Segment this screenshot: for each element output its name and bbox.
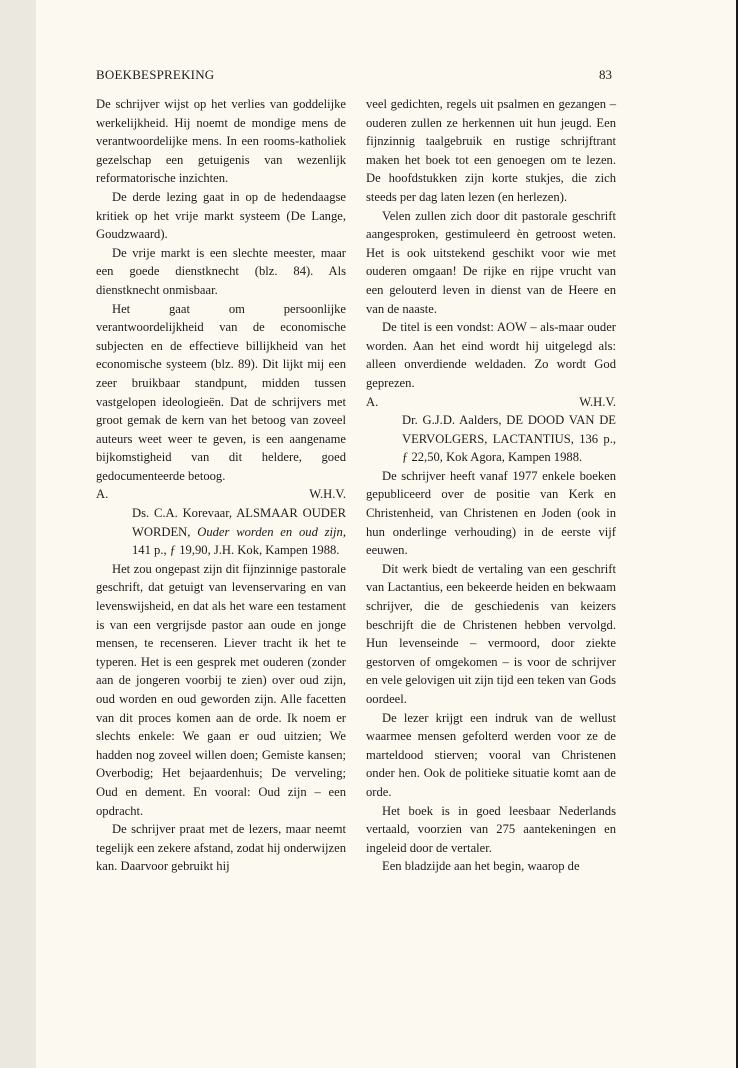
paragraph: De schrijver praat met de lezers, maar neemt tegelijk een zekere afstand, zodat hij onderwijzen kan. Daarvoor gebruikt hij — [96, 822, 346, 874]
paragraph: De lezer krijgt een indruk van de wellust waarmee mensen gefolterd werden voor ze de marteldood stierven; vooral van Christenen onder hen. Ook de politieke situatie komt aan de orde. — [366, 710, 616, 799]
book-details: 141 p., ƒ 19,90, J.H. Kok, Kampen 1988. — [132, 543, 340, 558]
paragraph: De schrijver heeft vanaf 1977 enkele boeken gepubliceerd over de positie van Kerk en Christenheid, van Christenen en Joden (ook in hun onderlinge verhouding) in de eerste vijf eeuwen. — [366, 468, 616, 558]
paragraph: Het gaat om persoonlijke verantwoordelijkheid van de economische subjecten en de effectieve billijkheid van het economische systeem (blz. 89). Dit lijkt mij een zeer bruikbaar standpunt, midden tussen vastgelopen ideologieën. Dat de schrijvers met groot gemak de kern van het betoog van zoveel auteurs weet weer te geven, is een aangename bijkomstigheid van dit heldere, goed gedocumenteerde betoog. — [96, 301, 346, 483]
paragraph: Dit werk biedt de vertaling van een geschrift van Lactantius, een bekeerde heiden en bekwaam schrijver, die de geschiedenis van keizers beschrijft die de Christenen hebben vervolgd. Hun levenseinde – vermoord, door ziekte gestorven of omgekomen – is voor de schrijver en vele gelovigen uit zijn tijd een teken van Gods oordeel. — [366, 561, 616, 706]
paragraph: De vrije markt is een slechte meester, maar een goede dienstknecht (blz. 84). Als dienstknecht onmisbaar. — [96, 245, 346, 297]
page-left-margin — [0, 0, 36, 1068]
paragraph: Een bladzijde aan het begin, waarop de — [382, 859, 580, 874]
paragraph: De titel is een vondst: AOW – als-maar ouder worden. Aan het eind wordt hij uitgelegd als: alleen onverdiende weldaden. Zo wordt God geprezen. — [366, 320, 616, 390]
paragraph: Het zou ongepast zijn dit fijnzinnige pastorale geschrift, dat getuigt van levenservaring en van levenswijsheid, en dat als het ware een testament is van een vergrijsde pastor aan oude en jonge mensen, te recenseren. Liever tracht ik het te typeren. Het is een gesprek met ouderen (zonder aan de jongeren voorbij te zien) over oud zijn, oud worden en oud geworden zijn. Alle facetten van dit proces komen aan de orde. Ik noem er slechts enkele: We gaan er oud uitzien; We hadden nog zoveel willen doen; Gemiste kansen; Overbodig; Het bejaardenhuis; De verveling; Oud en dement. En vooral: Oud zijn – een opdracht. — [96, 561, 346, 818]
review-signature — [96, 485, 346, 504]
paragraph: De schrijver wijst op het verlies van goddelijke werkelijkheid. Hij noemt de mondige mens de verantwoordelijke mens. In een rooms-katholiek gezelschap een getuigenis van wezenlijk reformatorische inzichten. — [96, 97, 346, 186]
paragraph: Velen zullen zich door dit pastorale geschrift aangesproken, gestimuleerd èn getroost weten. Het is ook uitstekend geschikt voor wie met ouderen omgaan! De rijke en rijpe vrucht van een gelouterd leven in dienst van de Heere en van de naaste. — [366, 208, 616, 316]
signature-author: W.H.V. — [579, 394, 616, 409]
signature-initial: A. — [96, 487, 109, 502]
signature-author: W.H.V. — [309, 487, 346, 502]
page-number: 83 — [599, 67, 612, 82]
paragraph: veel gedichten, regels uit psalmen en gezangen – ouderen zullen ze herkennen uit hun jeugd. Een fijnzinnig taalgebruik en rustige schrijftrant maken het boek tot een genoegen om te lezen. De hoofdstukken zijn korte stukjes, die zich steeds per dag laten lezen (en herlezen). — [366, 97, 616, 204]
signature-initial: A. — [366, 394, 379, 409]
running-title: BOEKBESPREKING — [96, 67, 215, 82]
book-reference: Dr. G.J.D. Aalders, DE DOOD VAN DE VERVOLGERS, LACTANTIUS, 136 p., ƒ 22,50, Kok Agora, Kampen 1988. — [402, 413, 616, 465]
left-column — [96, 95, 346, 876]
book-author: Ds. C.A. Korevaar, ALSMAAR OUDER WORDEN, — [132, 506, 346, 539]
book-subtitle: Ouder worden en oud zijn, — [197, 524, 347, 539]
page-header — [96, 67, 612, 85]
book-reference — [96, 504, 346, 560]
review-signature — [366, 393, 616, 412]
paragraph: Het boek is in goed leesbaar Nederlands vertaald, voorzien van 275 aantekeningen en ingeleid door de vertaler. — [366, 803, 616, 855]
paragraph: De derde lezing gaat in op de hedendaagse kritiek op het vrije markt systeem (De Lange, Goudzwaard). — [96, 189, 346, 242]
right-column — [366, 95, 616, 876]
